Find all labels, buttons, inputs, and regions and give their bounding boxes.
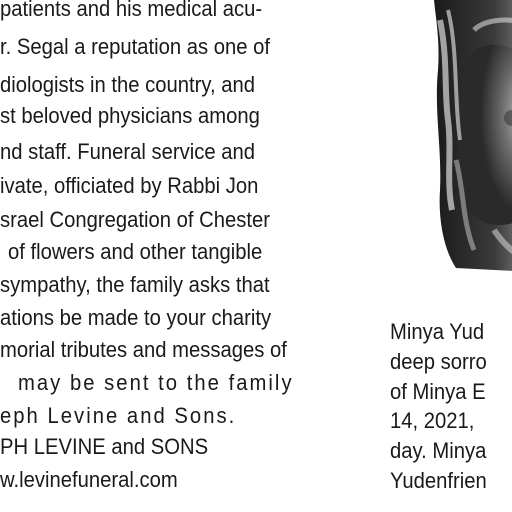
obituary-column-right: [390, 312, 512, 512]
text-line: srael Congregation of Chester: [0, 207, 271, 232]
portrait-photo: [434, 0, 512, 272]
text-line: patients and his medical acu-: [0, 0, 263, 21]
funeral-home-website: w.levinefuneral.com: [0, 467, 178, 492]
text-line: 14, 2021,: [390, 408, 475, 433]
text-line: deep sorro: [390, 349, 487, 374]
text-line: of flowers and other tangible: [8, 239, 263, 264]
funeral-home-name: PH LEVINE and SONS: [0, 434, 209, 459]
text-line: day. Minya: [390, 438, 487, 463]
text-line: Minya Yud: [390, 319, 485, 344]
text-line: r. Segal a reputation as one of: [0, 34, 271, 59]
portrait-image: [434, 0, 512, 272]
text-line: nd staff. Funeral service and: [0, 139, 256, 164]
text-line: ations be made to your charity: [0, 305, 272, 330]
text-line: st beloved physicians among: [0, 103, 260, 128]
text-line: ivate, officiated by Rabbi Jon: [0, 173, 259, 198]
text-line: of Minya E: [390, 379, 486, 404]
text-line: Yudenfrien: [390, 468, 487, 493]
text-line: diologists in the country, and: [0, 72, 256, 97]
text-line: morial tributes and messages of: [0, 337, 287, 362]
text-line: eph Levine and Sons.: [0, 403, 237, 428]
text-line: sympathy, the family asks that: [0, 272, 270, 297]
text-line: may be sent to the family: [18, 370, 294, 395]
